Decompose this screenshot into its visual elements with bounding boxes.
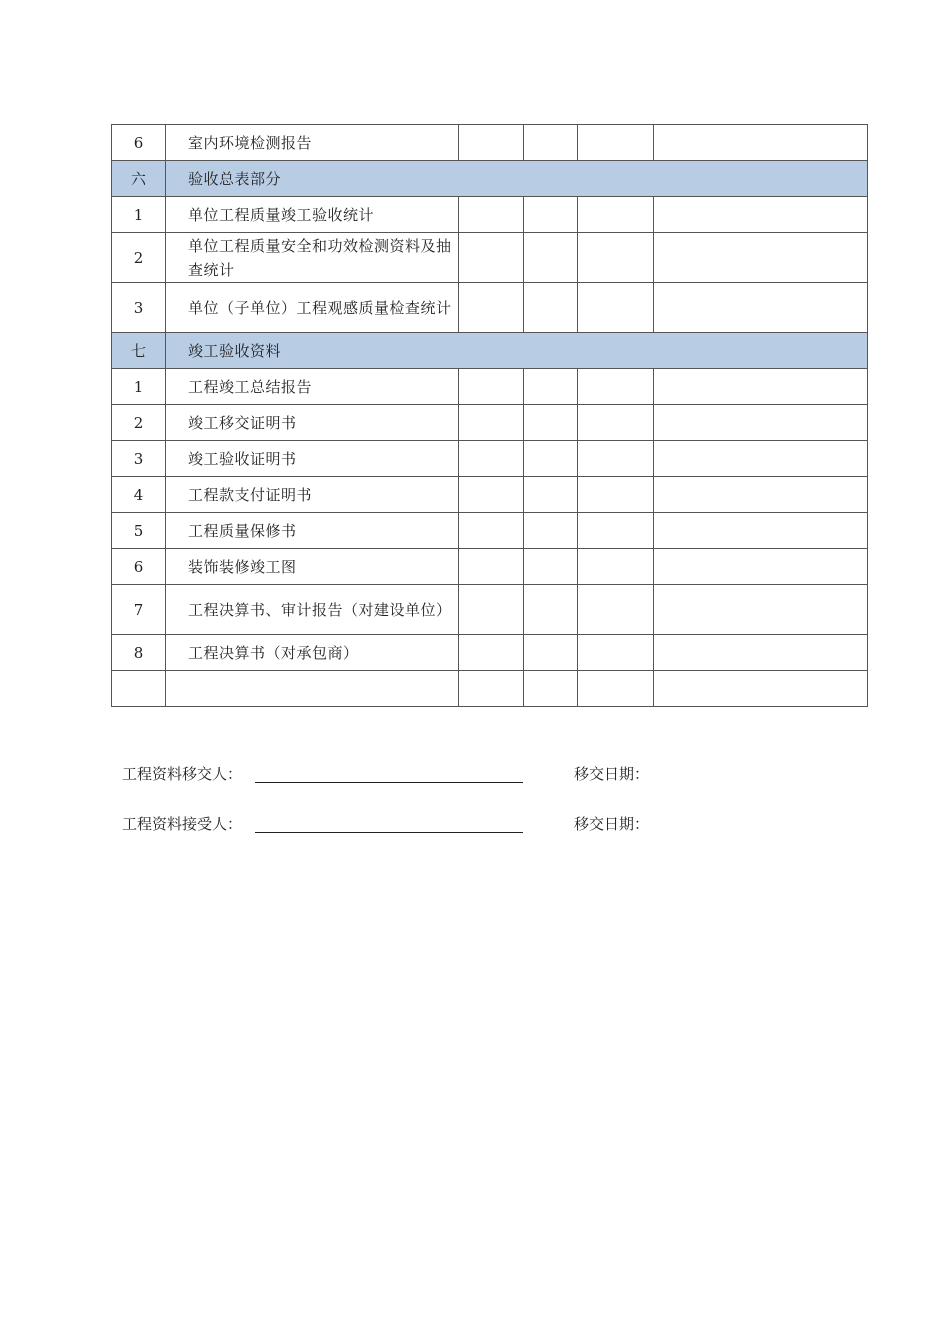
blank-entry-cell[interactable] [654,549,868,585]
table-row [112,549,868,585]
blank-entry-cell[interactable] [524,513,578,549]
blank-entry-cell[interactable] [578,635,654,671]
blank-entry-cell[interactable] [459,477,524,513]
blank-entry-cell[interactable] [459,233,524,283]
blank-entry-cell[interactable] [524,233,578,283]
blank-entry-cell[interactable] [578,477,654,513]
table-row [112,513,868,549]
blank-entry-cell[interactable] [524,125,578,161]
row-number-cell: 2 [112,233,166,283]
table-row [112,585,868,635]
blank-entry-cell[interactable] [578,671,654,707]
blank-entry-cell[interactable] [524,283,578,333]
transfer-date-label: 移交日期： [574,765,650,783]
table-body [112,125,868,707]
receiver-signature-line[interactable] [255,832,523,833]
row-number-cell: 1 [112,369,166,405]
blank-entry-cell[interactable] [578,197,654,233]
table-row [112,671,868,707]
blank-entry-cell[interactable] [654,441,868,477]
blank-entry-cell[interactable] [459,549,524,585]
blank-entry-cell[interactable] [524,405,578,441]
row-name-cell: 竣工验收资料 [166,333,868,369]
blank-entry-cell[interactable] [654,405,868,441]
blank-entry-cell[interactable] [524,671,578,707]
blank-entry-cell[interactable] [578,233,654,283]
blank-entry-cell[interactable] [654,671,868,707]
row-name-cell: 单位工程质量竣工验收统计 [166,197,459,233]
row-number-cell: 3 [112,441,166,477]
blank-entry-cell[interactable] [459,441,524,477]
blank-entry-cell[interactable] [654,283,868,333]
blank-entry-cell[interactable] [654,585,868,635]
row-number-cell: 6 [112,125,166,161]
table-row [112,405,868,441]
row-number-cell: 七 [112,333,166,369]
blank-entry-cell[interactable] [654,477,868,513]
blank-entry-cell[interactable] [654,635,868,671]
blank-entry-cell[interactable] [578,283,654,333]
transferor-signoff-row [122,762,722,786]
row-number-cell: 5 [112,513,166,549]
archive-transfer-table [111,124,868,707]
receiver-signoff-row [122,812,722,836]
blank-entry-cell[interactable] [524,635,578,671]
row-name-cell: 工程款支付证明书 [166,477,459,513]
row-name-cell: 竣工验收证明书 [166,441,459,477]
section-row [112,333,868,369]
blank-entry-cell[interactable] [654,513,868,549]
table-row [112,369,868,405]
blank-entry-cell[interactable] [459,283,524,333]
section-row [112,161,868,197]
blank-entry-cell[interactable] [524,441,578,477]
row-number-cell [112,671,166,707]
receiver-label: 工程资料接受人： [122,815,243,833]
transferor-label: 工程资料移交人： [122,765,243,783]
row-number-cell: 7 [112,585,166,635]
blank-entry-cell[interactable] [459,125,524,161]
blank-entry-cell[interactable] [524,369,578,405]
table-row [112,477,868,513]
blank-entry-cell[interactable] [524,549,578,585]
table-row [112,635,868,671]
blank-entry-cell[interactable] [459,513,524,549]
row-number-cell: 1 [112,197,166,233]
row-number-cell: 4 [112,477,166,513]
row-number-cell: 2 [112,405,166,441]
blank-entry-cell[interactable] [459,369,524,405]
row-number-cell: 六 [112,161,166,197]
blank-entry-cell[interactable] [459,585,524,635]
table-row [112,233,868,283]
blank-entry-cell[interactable] [578,405,654,441]
blank-entry-cell[interactable] [459,635,524,671]
blank-entry-cell[interactable] [578,513,654,549]
row-name-cell: 工程质量保修书 [166,513,459,549]
blank-entry-cell[interactable] [654,125,868,161]
blank-entry-cell[interactable] [524,477,578,513]
table-row [112,197,868,233]
row-name-cell: 验收总表部分 [166,161,868,197]
table-row [112,283,868,333]
table-row [112,125,868,161]
blank-entry-cell[interactable] [459,405,524,441]
blank-entry-cell[interactable] [459,671,524,707]
blank-entry-cell[interactable] [524,585,578,635]
transferor-signature-line[interactable] [255,782,523,783]
blank-entry-cell[interactable] [654,369,868,405]
row-name-cell: 工程决算书（对承包商） [166,635,459,671]
row-name-cell: 单位（子单位）工程观感质量检查统计 [166,283,459,333]
row-name-cell: 工程决算书、审计报告（对建设单位） [166,585,459,635]
receive-date-label: 移交日期： [574,815,650,833]
blank-entry-cell[interactable] [654,233,868,283]
row-name-cell: 室内环境检测报告 [166,125,459,161]
blank-entry-cell[interactable] [654,197,868,233]
blank-entry-cell[interactable] [524,197,578,233]
blank-entry-cell[interactable] [578,369,654,405]
row-number-cell: 8 [112,635,166,671]
table-row [112,441,868,477]
row-number-cell: 6 [112,549,166,585]
row-name-cell [166,671,459,707]
blank-entry-cell[interactable] [578,441,654,477]
row-name-cell: 工程竣工总结报告 [166,369,459,405]
blank-entry-cell[interactable] [578,549,654,585]
blank-entry-cell[interactable] [578,125,654,161]
row-number-cell: 3 [112,283,166,333]
row-name-cell: 单位工程质量安全和功效检测资料及抽查统计 [166,233,459,283]
row-name-cell: 竣工移交证明书 [166,405,459,441]
blank-entry-cell[interactable] [459,197,524,233]
row-name-cell: 装饰装修竣工图 [166,549,459,585]
blank-entry-cell[interactable] [578,585,654,635]
